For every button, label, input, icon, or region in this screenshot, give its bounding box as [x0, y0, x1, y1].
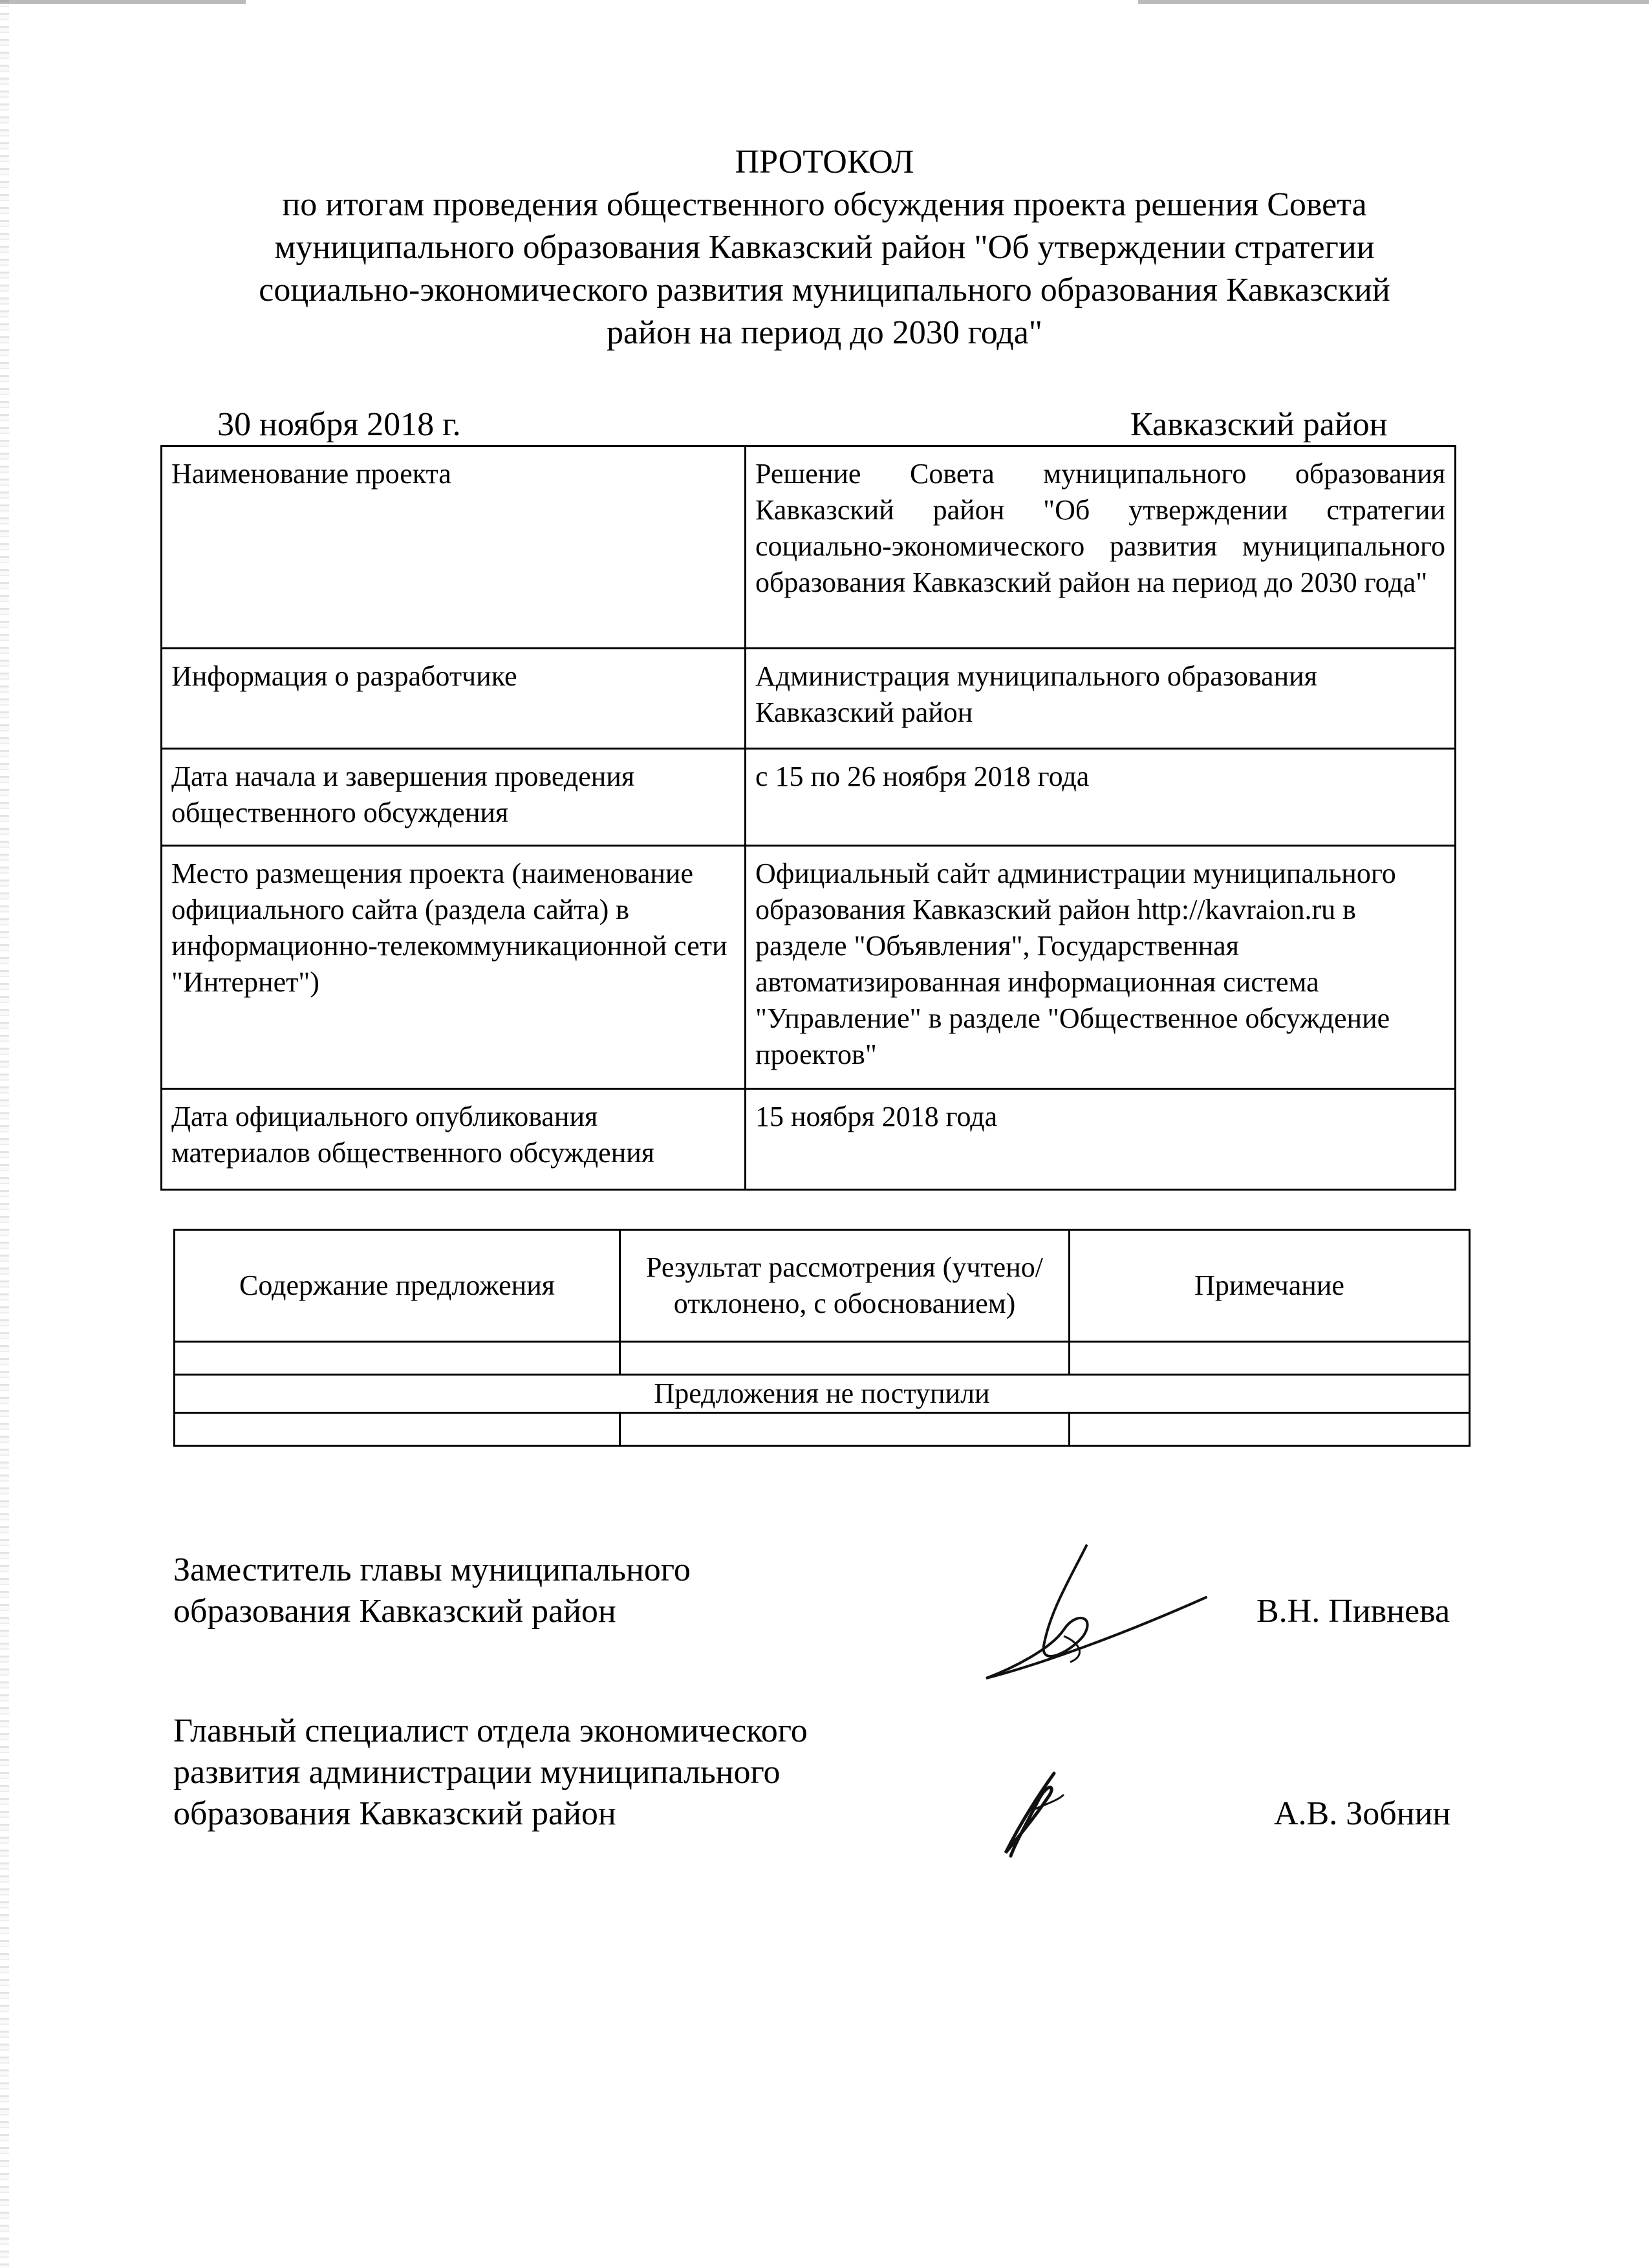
row-label: Место размещения проекта (наименование официального сайта (раздела сайта) в информационно-телекоммуникационной сети "Интернет") [162, 846, 746, 1089]
signatory-name: А.В. Зобнин [1274, 1795, 1451, 1832]
proposals-table [173, 1229, 1471, 1447]
table-row [162, 649, 1456, 749]
signatory-name: В.Н. Пивнева [1256, 1593, 1450, 1630]
empty-cell [175, 1413, 620, 1446]
row-value: Решение Совета муниципального образования Кавказский район "Об утверждении стратегии социально-экономического развития муниципального образования Кавказский район на период до 2030 года" [746, 446, 1456, 649]
table-row [175, 1375, 1470, 1413]
table-row [162, 846, 1456, 1089]
position-line: образования Кавказский район [173, 1593, 616, 1630]
handwritten-signature [973, 1539, 1219, 1694]
empty-cell [620, 1413, 1070, 1446]
table-row [162, 446, 1456, 649]
empty-cell [1070, 1413, 1470, 1446]
empty-cell [620, 1342, 1070, 1375]
row-label: Наименование проекта [162, 446, 746, 649]
position-line: образования Кавказский район [173, 1795, 616, 1832]
position-line: Заместитель главы муниципального [173, 1551, 691, 1588]
title-line: район на период до 2030 года" [606, 314, 1043, 351]
scan-top-artifact [0, 0, 246, 4]
protocol-place: Кавказский район [1130, 406, 1388, 443]
no-proposals-note: Предложения не поступили [175, 1375, 1470, 1413]
column-header: Примечание [1070, 1230, 1470, 1342]
row-value: Официальный сайт администрации муниципального образования Кавказский район http://kavraion.ru в разделе "Объявления", Государственная автоматизированная информационная система "Управление" в разделе "Общественное обсуждение проектов" [746, 846, 1456, 1089]
signatory-position [173, 1550, 691, 1632]
protocol-date: 30 ноября 2018 г. [217, 406, 461, 443]
document-title-block [155, 141, 1494, 354]
project-info-table [160, 445, 1456, 1191]
empty-cell [1070, 1342, 1470, 1375]
row-label: Дата начала и завершения проведения общественного обсуждения [162, 749, 746, 846]
title-line: по итогам проведения общественного обсуждения проекта решения Совета [282, 186, 1367, 223]
row-value: с 15 по 26 ноября 2018 года [746, 749, 1456, 846]
row-value: 15 ноября 2018 года [746, 1089, 1456, 1190]
position-line: развития администрации муниципального [173, 1754, 781, 1791]
table-row [175, 1342, 1470, 1375]
table-header-row [175, 1230, 1470, 1342]
table-row [162, 1089, 1456, 1190]
position-line: Главный специалист отдела экономического [173, 1712, 808, 1749]
column-header: Результат рассмотрения (учтено/отклонено, с обоснованием) [620, 1230, 1070, 1342]
title-line: муниципального образования Кавказский район "Об утверждении стратегии [274, 229, 1375, 266]
row-label: Информация о разработчике [162, 649, 746, 749]
row-value: Администрация муниципального образования Кавказский район [746, 649, 1456, 749]
column-header: Содержание предложения [175, 1230, 620, 1342]
table-row [162, 749, 1456, 846]
title-line: социально-экономического развития муниципального образования Кавказский [259, 272, 1390, 308]
document-type: ПРОТОКОЛ [735, 144, 914, 180]
signatory-position [173, 1711, 808, 1835]
scan-top-artifact [1138, 0, 1649, 4]
handwritten-signature [986, 1766, 1083, 1863]
table-row [175, 1413, 1470, 1446]
row-label: Дата официального опубликования материалов общественного обсуждения [162, 1089, 746, 1190]
empty-cell [175, 1342, 620, 1375]
scan-edge-artifact [0, 0, 9, 2268]
